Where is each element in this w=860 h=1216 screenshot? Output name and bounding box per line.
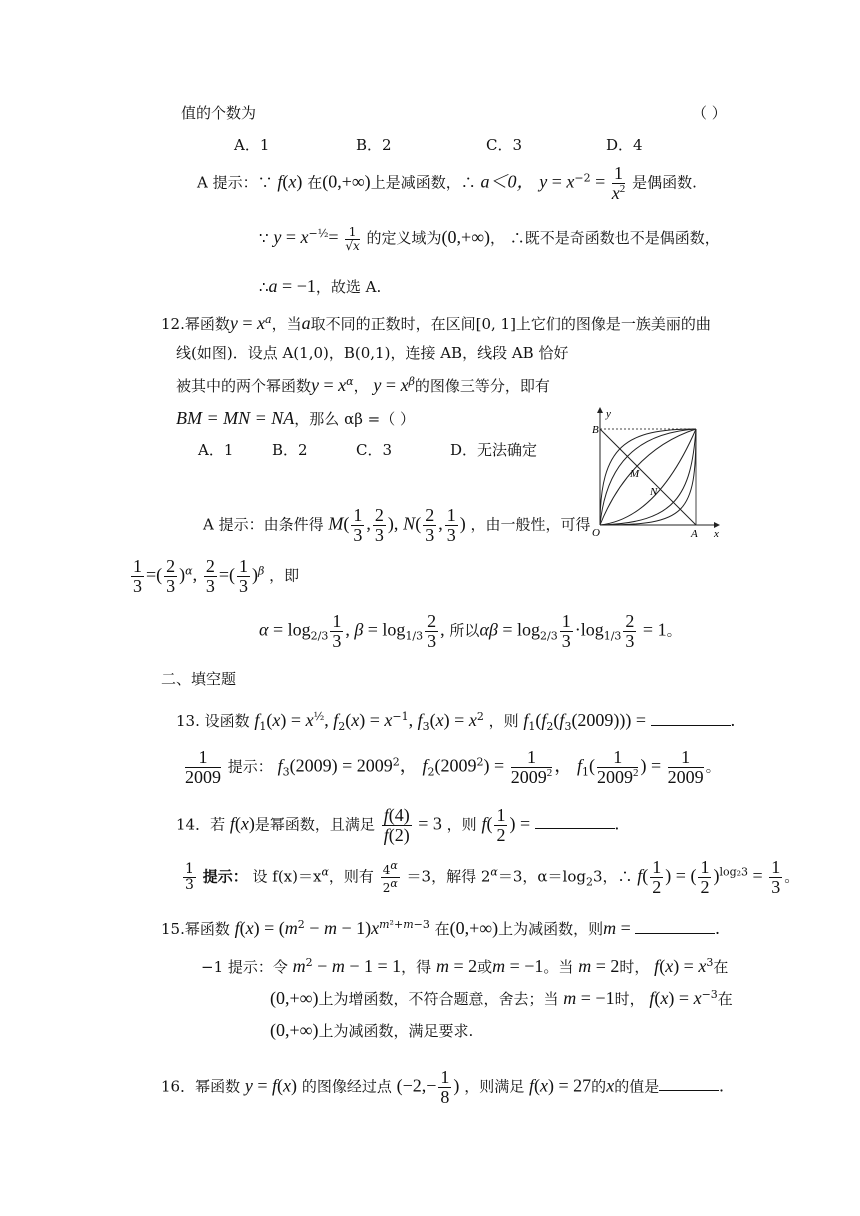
q12-hint-line1: A 提示：由条件得 M( $\frac{1}{3}$ , $\frac{2}{3}$ ), N( $\frac{2}{3}$ , $\frac{1}{3}$ ) ，由一般性，可得 — [203, 505, 591, 545]
q13-hint: $\frac{1}{2009}$ 提示： $f_3(2009) = 2009^2$， $f_2(2009^2)$ = $\frac{1}{2009^2}$ ， $f_1$( $\frac{1}{2009^2}$ ) = $\frac{1}{2009}$ 。 — [185, 747, 721, 787]
q14-stem: 14．若 f(x)是幂函数，且满足 $\frac{f(4)}{f(2)}$ = 3 ，则 f( $\frac{1}{2}$ ) = . — [176, 805, 620, 845]
q15-hint-line1: −1 提示：令 $m^2 - m - 1 = 1$，得 m = 2或m = −1。当 m = 2时， $f(x) = x^3$在 — [201, 956, 729, 976]
q11-option-a: A．1 — [234, 136, 270, 154]
q15-hint-line2: (0,+∞)上为增函数，不符合题意，舍去；当 m = −1时， $f(x) = x^{-3}$在 — [270, 988, 733, 1008]
q11-option-d: D．4 — [606, 136, 643, 154]
q14-answer-blank[interactable] — [535, 814, 615, 829]
power-function-figure — [586, 405, 726, 540]
q11-option-b: B．2 — [356, 136, 392, 154]
q16-answer-blank[interactable] — [659, 1076, 719, 1091]
q13-answer-blank[interactable] — [651, 711, 731, 726]
fig-label-o: O — [592, 527, 600, 539]
q12-stem-line2: 线(如图)．设点 A(1,0)，B(0,1)，连接 AB，线段 AB 恰好 — [176, 344, 569, 362]
q13-stem: 13. 设函数 $f_1(x) = x^{\frac{1}{2}}$, $f_2(x) = x^{-1}$, $f_3(x) = x^2$ ，则 $f_1(f_2(f_3(2009)))$ = . — [176, 710, 736, 733]
q12-option-d: D．无法确定 — [450, 441, 538, 459]
q11-hint-line3: ∴a = −1，故选 A. — [259, 276, 382, 296]
fig-label-m: M — [630, 468, 640, 480]
q11-option-c: C．3 — [486, 136, 523, 154]
q12-option-a: A．1 — [198, 441, 234, 459]
q14-hint: $\frac{1}{3}$ 提示： 设 $f(x)=x^\alpha$，则有 $\frac{4^\alpha}{2^\alpha}$ ＝3，解得 $2^\alpha=3$，$\alpha=\log_23$，∴ f( $\frac{1}{2}$ ) = ( $\frac{1}{2}$ )$^{log_23}$ = $\frac{1}{3}$ 。 — [185, 857, 800, 897]
fig-label-n: N — [650, 486, 658, 498]
q11-hint-line1: A 提示：∵ f(x) 在(0,+∞)上是减函数，∴ a＜0， $y = x^{-2}$ = $\frac{1}{x^2}$ 是偶函数. — [197, 163, 697, 203]
q11-stem-tail: 值的个数为 — [181, 104, 257, 122]
q15-answer-blank[interactable] — [635, 919, 715, 934]
q16-stem: 16．幂函数 y = f(x) 的图像经过点 (−2,− $\frac{1}{8}$ ) ，则满足 f(x) = 27的x的值是 . — [161, 1067, 724, 1107]
fig-label-x: x — [714, 528, 719, 540]
q12-hint-line2: $\frac{1}{3}$ =( $\frac{2}{3}$ )$^\alpha$, $\frac{2}{3}$ =( $\frac{1}{3}$ )$^\beta$ ，即 — [133, 556, 300, 596]
q12-hint-line3: $\alpha = \log_{2/3}$ $\frac{1}{3}$ , $\beta = \log_{1/3}$ $\frac{2}{3}$ , 所以$\alpha\beta = \log_{2/3}$ $\frac{1}{3}$ $\cdot\log_{1/3}$ $\frac{2}{3}$ = 1。 — [259, 611, 682, 651]
q11-answer-paren: （ ） — [692, 104, 727, 122]
fig-label-a: A — [691, 528, 698, 540]
section-fill-in-title: 二、填空题 — [161, 670, 237, 688]
q12-stem-line3: 被其中的两个幂函数$y = x^\alpha$， $y = x^\beta$的图像三等分，即有 — [176, 375, 550, 395]
fig-label-y: y — [606, 408, 611, 420]
q12-stem-line4: BM = MN = NA，那么 αβ =（ ） — [176, 408, 415, 428]
q12-option-b: B．2 — [272, 441, 308, 459]
q12-stem-line1: 12.幂函数$y = x^a$，当a取不同的正数时，在区间[0, 1]上它们的图像是一族美丽的曲 — [161, 313, 711, 333]
q15-hint-line3: (0,+∞)上为减函数，满足要求. — [270, 1020, 474, 1040]
fig-label-b: B — [592, 424, 599, 436]
q15-stem: 15.幂函数 $f(x) = (m^2 - m - 1)x^{m^2+m-3}$ 在(0,+∞)上为减函数，则m = . — [161, 918, 720, 938]
q11-hint-line2: ∵ $y = x^{-\frac{1}{2}}=$ $\frac{1}{√x}$ 的定义域为(0,+∞)， ∴既不是奇函数也不是偶函数， — [259, 225, 720, 253]
q12-option-c: C．3 — [356, 441, 393, 459]
